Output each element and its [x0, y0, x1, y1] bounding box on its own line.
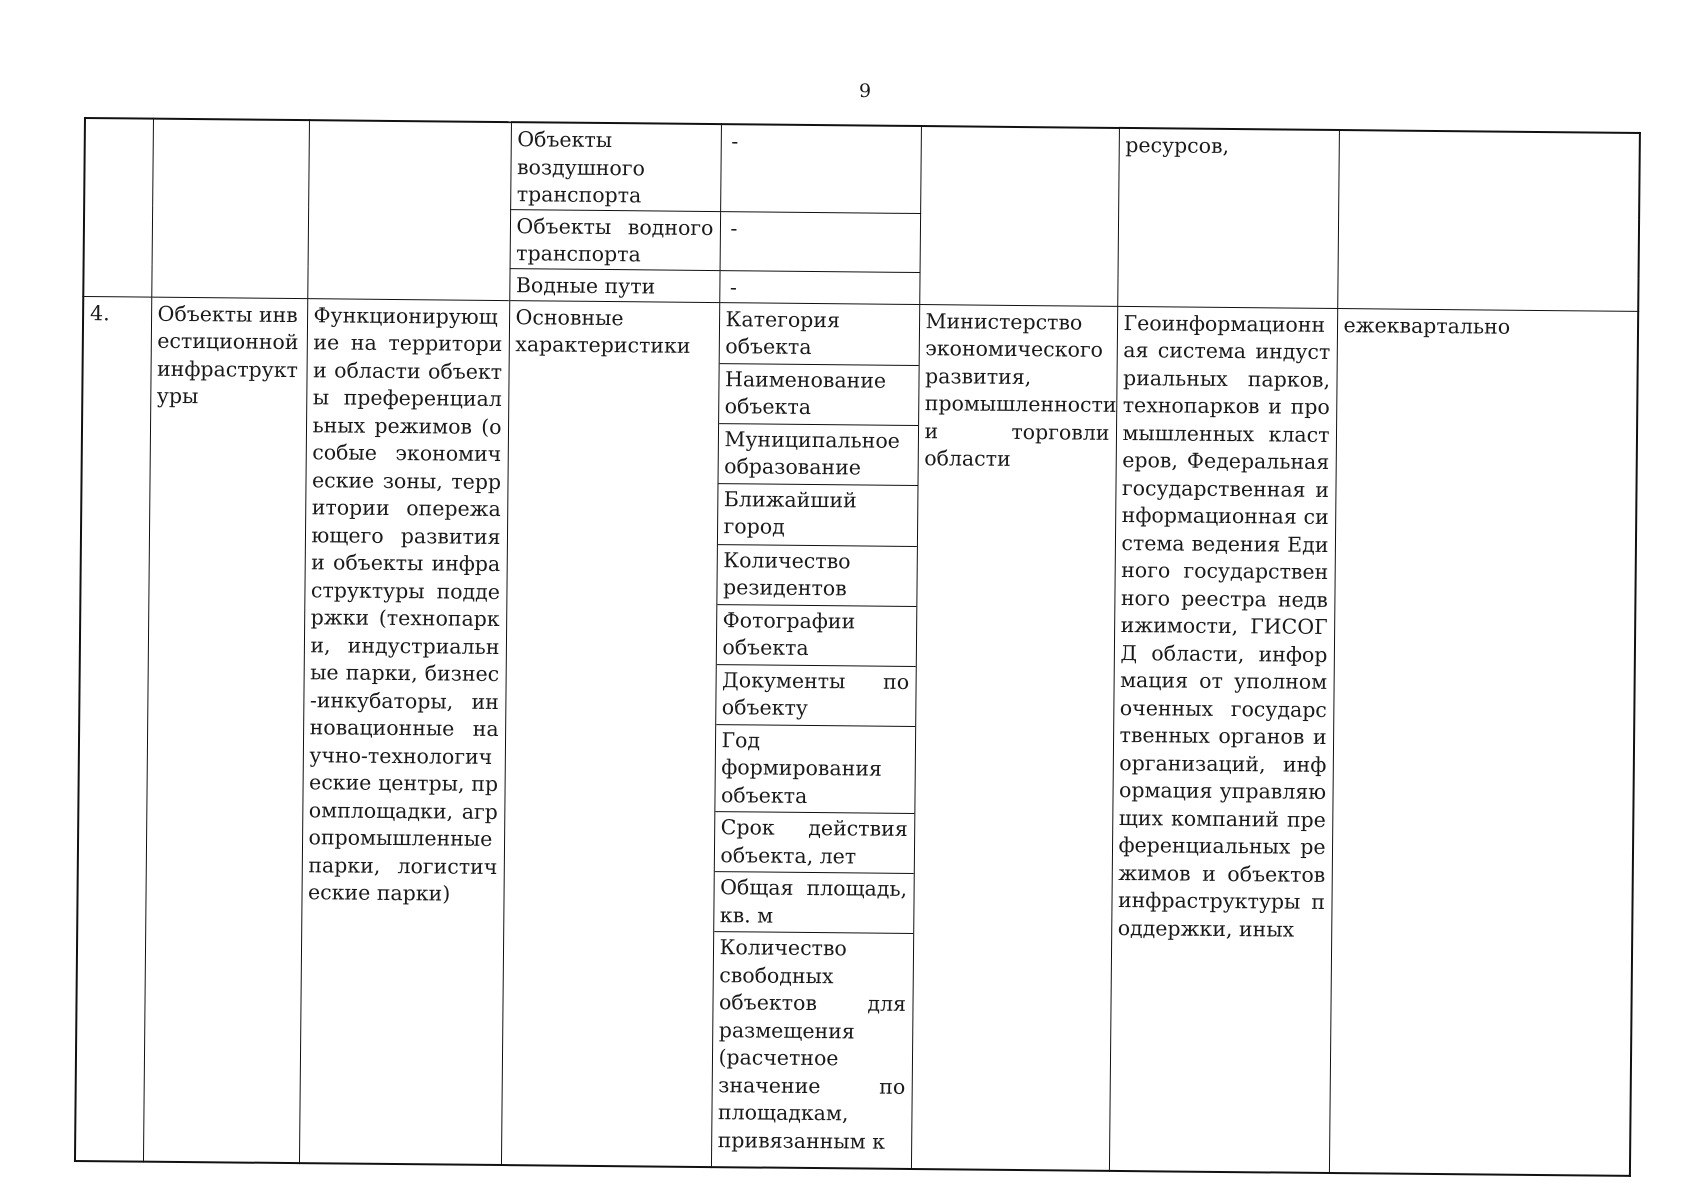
attribute-item: Ближайший город [717, 483, 917, 546]
attribute-item: Количество резидентов [717, 544, 917, 606]
document-sheet [75, 117, 1639, 1154]
attribute-item: Общая площадь, кв. м [714, 872, 914, 934]
row-number: 4. [75, 296, 151, 1162]
registry-table [74, 117, 1641, 1177]
value-cell: - [720, 211, 921, 272]
data-source: Геоинформационная система индустриальных парков, технопарков и промышленных кластеров, Федеральная государственная информационная система ведения Единого государственного реестра недвижимости, ГИСОГД области, информация от уполномоченных государственных органов и организаций, информация управляющих компаний преференциальных режимов и объектов инфраструктуры поддержки, иных [1109, 306, 1337, 1173]
attributes-list [711, 303, 918, 1168]
value-cell: - [719, 270, 919, 304]
object-name: Объекты инвестиционной инфраструктуры [143, 297, 307, 1163]
attributes-cell [711, 302, 919, 1169]
attribute-item: Срок действия объекта, лет [714, 812, 914, 874]
characteristic-cell: Водные пути [509, 268, 719, 302]
attribute-item: Документы по объекту [716, 664, 916, 726]
attribute-item: Количество свободных объектов для размещения (расчетное значение по площадкам, привязанным к [717, 935, 907, 1154]
source-cell: ресурсов, [1117, 128, 1339, 308]
value-cell: - [720, 124, 921, 213]
responsible-body: Министерство экономического развития, промышленности и торговли области [911, 304, 1117, 1171]
attribute-item: Категория объекта [719, 303, 919, 365]
cell-responsible-empty [919, 126, 1119, 306]
update-frequency: ежеквартально [1329, 308, 1638, 1176]
characteristic-cell: Объекты водного транспорта [510, 209, 721, 270]
attribute-item: Наименование объекта [719, 363, 919, 425]
cell-name-empty [151, 119, 309, 298]
attribute-item: Муниципальное образование [718, 423, 918, 485]
characteristics-group: Основные характеристики [501, 300, 719, 1167]
object-description: Функционирующие на территории области объекты преференциальных режимов (особые экономические зоны, территории опережающего развития и объекты инфраструктуры поддержки (технопарки, индустриальные парки, бизнес-инкубаторы, инновационные научно-технологические центры, промплощадки, агропромышленные парки, логистические парки) [299, 298, 509, 1165]
attribute-item: Фотографии объекта [716, 604, 916, 666]
attribute-item: Год формирования объекта [715, 724, 915, 813]
table-row-4 [75, 296, 1638, 1176]
cell-description-empty [307, 120, 511, 300]
page-number: 9 [858, 80, 872, 102]
characteristic-cell: Объекты воздушного транспорта [510, 122, 721, 211]
table-row [84, 118, 1640, 220]
cell-frequency-empty [1337, 130, 1640, 311]
cell-number-empty [83, 118, 153, 297]
